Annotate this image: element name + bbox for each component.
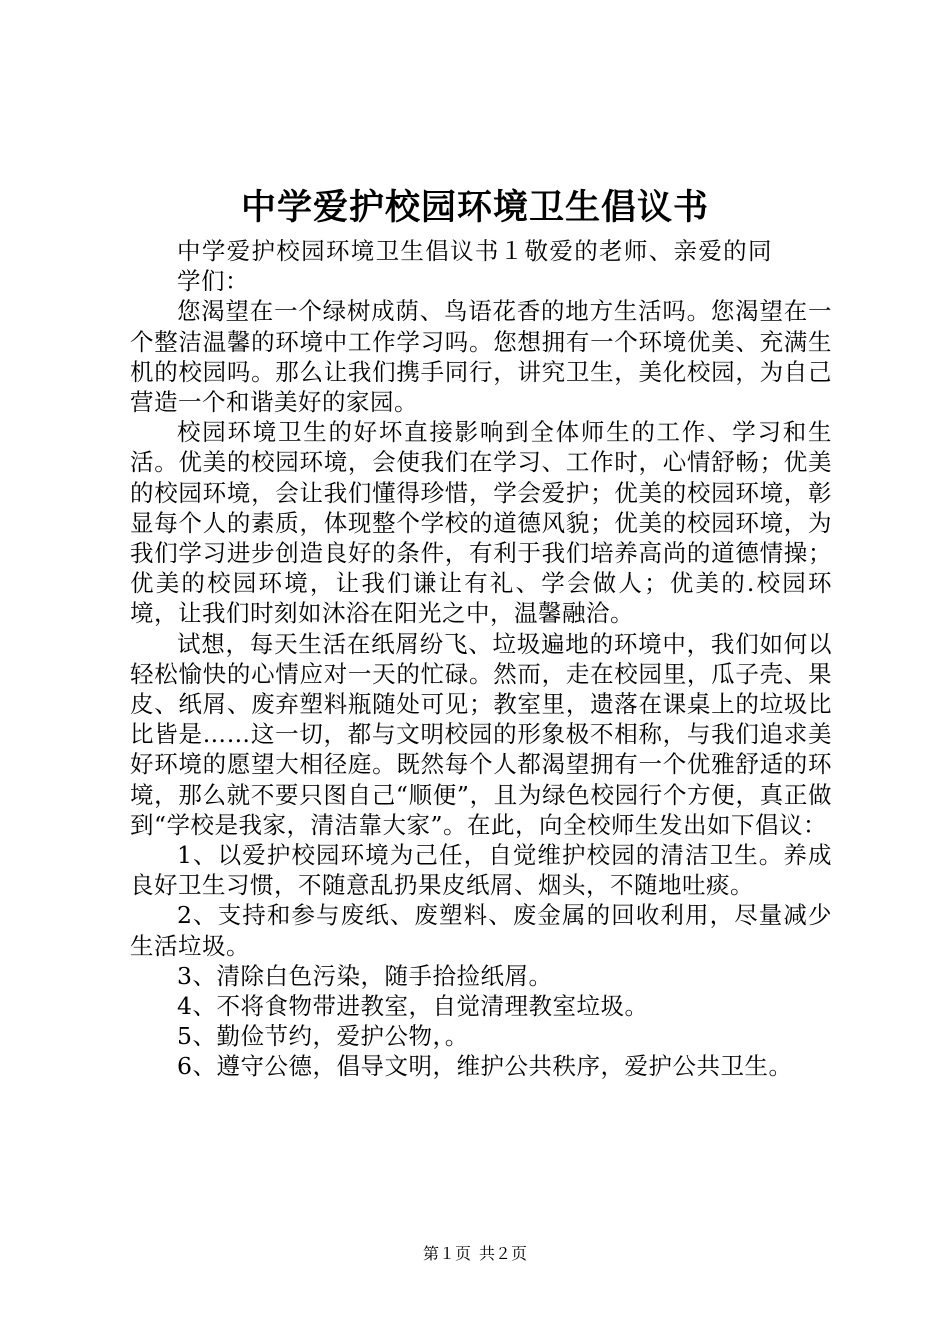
paragraph: 中学爱护校园环境卫生倡议书１敬爱的老师、亲爱的同学们： xyxy=(177,237,772,296)
page-number: 第１页 xyxy=(422,1244,471,1263)
proposal-item: 2、支持和参与废纸、废塑料、废金属的回收利用，尽量减少生活垃圾。 xyxy=(130,901,832,960)
page-total: 共２页 xyxy=(479,1244,528,1263)
proposal-item: 3、清除白色污染，随手拾捡纸屑。 xyxy=(177,961,553,990)
document-title: 中学爱护校园环境卫生倡议书 xyxy=(240,188,709,228)
document-body xyxy=(130,236,832,1082)
paragraph: 校园环境卫生的好坏直接影响到全体师生的工作、学习和生活。优美的校园环境，会使我们在学习、工作时，心情舒畅；优美的校园环境，会让我们懂得珍惜，学会爱护；优美的校园环境，彰显每个人的素质，体现整个学校的道德风貌；优美的校园环境，为我们学习进步创造良好的条件，有利于我们培养高尚的道德情操；优美的校园环境，让我们谦让有礼、学会做人；优美的.校园环境，让我们时刻如沐浴在阳光之中，温馨融洽。 xyxy=(130,418,832,628)
proposal-item: 4、不将食物带进教室，自觉清理教室垃圾。 xyxy=(177,992,649,1021)
paragraph: 试想，每天生活在纸屑纷飞、垃圾遍地的环境中，我们如何以轻松愉快的心情应对一天的忙碌。然而，走在校园里，瓜子壳、果皮、纸屑、废弃塑料瓶随处可见；教室里，遗落在课桌上的垃圾比比皆是……这一切，都与文明校园的形象极不相称，与我们追求美好环境的愿望大相径庭。既然每个人都渴望拥有一个优雅舒适的环境，那么就不要只图自己“顺便”，且为绿色校园行个方便，真正做到“学校是我家，清洁靠大家”。在此，向全校师生发出如下倡议： xyxy=(130,629,832,839)
proposal-item: 1、以爱护校园环境为己任，自觉维护校园的清洁卫生。养成良好卫生习惯，不随意乱扔果皮纸屑、烟头，不随地吐痰。 xyxy=(130,841,832,900)
proposal-item: 6、遵守公德，倡导文明，维护公共秩序，爱护公共卫生。 xyxy=(177,1052,793,1081)
page-footer xyxy=(0,1243,950,1265)
proposal-item: 5、勤俭节约，爱护公物，。 xyxy=(177,1022,469,1051)
paragraph: 您渴望在一个绿树成荫、鸟语花香的地方生活吗。您渴望在一个整洁温馨的环境中工作学习吗。您想拥有一个环境优美、充满生机的校园吗。那么让我们携手同行，讲究卫生，美化校园，为自己营造一个和谐美好的家园。 xyxy=(130,297,832,417)
